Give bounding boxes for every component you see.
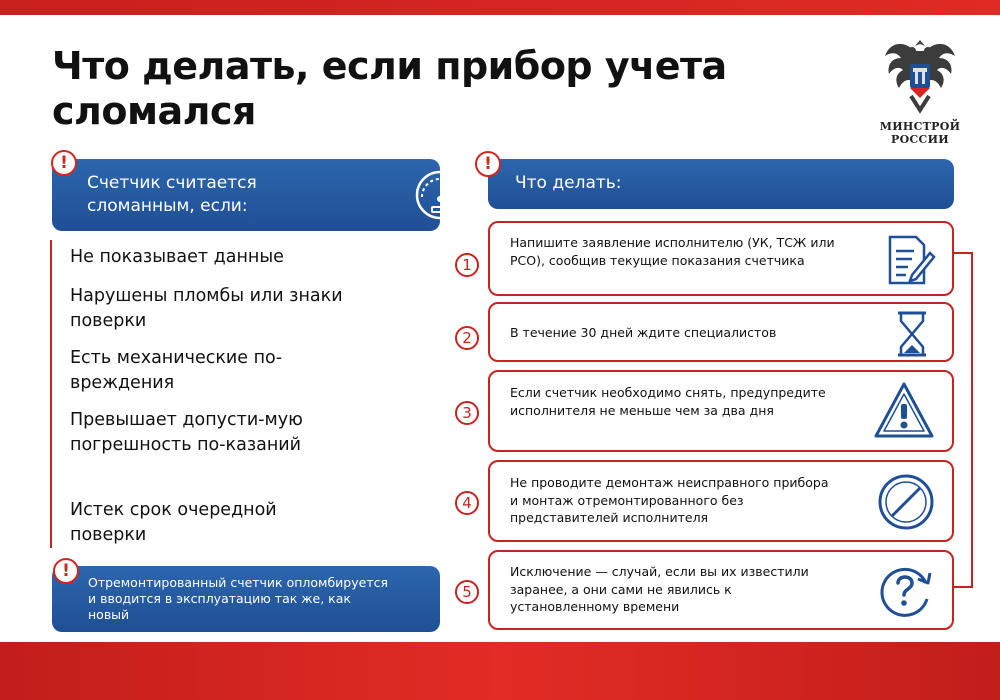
prohibited-icon <box>876 472 936 532</box>
coat-of-arms-icon <box>881 34 959 114</box>
step-2-text: В течение 30 дней ждите специалистов <box>510 325 777 340</box>
ministry-logo <box>872 34 968 154</box>
warning-triangle-icon <box>872 380 936 442</box>
note-exclamation-icon: ! <box>53 558 79 584</box>
logo-line-2: РОССИИ <box>891 133 949 146</box>
bottom-red-bar <box>0 642 1000 700</box>
step-5-number: 5 <box>455 580 479 604</box>
condition-item-3: Есть механические по-вреждения <box>70 348 283 393</box>
right-header-exclamation-icon: ! <box>475 151 501 177</box>
what-to-do-header <box>488 159 954 209</box>
condition-item-2: Нарушены пломбы или знаки поверки <box>70 286 343 331</box>
step-4-card <box>488 460 954 542</box>
step-4-number: 4 <box>455 491 479 515</box>
condition-item-4: Превышает допусти-мую погрешность по-казаний <box>70 410 303 455</box>
step-1-card <box>488 221 954 296</box>
step-3-card <box>488 370 954 452</box>
step-5-card <box>488 550 954 630</box>
condition-item-1: Не показывает данные <box>70 247 284 267</box>
repair-note-text: Отремонтированный счетчик опломбируется и вводится в эксплуатацию так же, как новый <box>88 575 388 622</box>
step-5-text: Исключение — случай, если вы их известили заранее, а они сами не явились к установленному времени <box>510 564 809 614</box>
step-2-number: 2 <box>455 326 479 350</box>
broken-meter-header <box>52 159 440 231</box>
step-4-text: Не проводите демонтаж неисправного прибора и монтаж отремонтированного без представителей исполнителя <box>510 475 829 525</box>
logo-line-1: МИНСТРОЙ <box>879 120 961 133</box>
left-header-exclamation-icon: ! <box>51 150 77 176</box>
step-3-number: 3 <box>455 401 479 425</box>
step-1-number: 1 <box>455 253 479 277</box>
repair-note <box>52 566 440 632</box>
top-red-bar <box>0 0 1000 15</box>
step-3-text: Если счетчик необходимо снять, предупредите исполнителя не меньше чем за два дня <box>510 385 826 418</box>
step-2-card <box>488 302 954 362</box>
refresh-alert-icon <box>874 561 936 621</box>
speedometer-icon <box>408 167 472 223</box>
hourglass-icon <box>888 309 936 359</box>
step-1-text: Напишите заявление исполнителю (УК, ТСЖ или РСО), сообщив текущие показания счетчика <box>510 235 835 268</box>
broken-meter-header-text: Счетчик считается сломанным, если: <box>87 173 257 216</box>
condition-item-5: Истек срок очередной поверки <box>70 500 277 545</box>
document-pen-icon <box>882 233 936 287</box>
what-to-do-header-text: Что делать: <box>515 173 622 193</box>
page-title: Что делать, если прибор учета сломался <box>52 44 727 133</box>
steps-connector <box>953 252 973 588</box>
conditions-list <box>50 240 350 548</box>
